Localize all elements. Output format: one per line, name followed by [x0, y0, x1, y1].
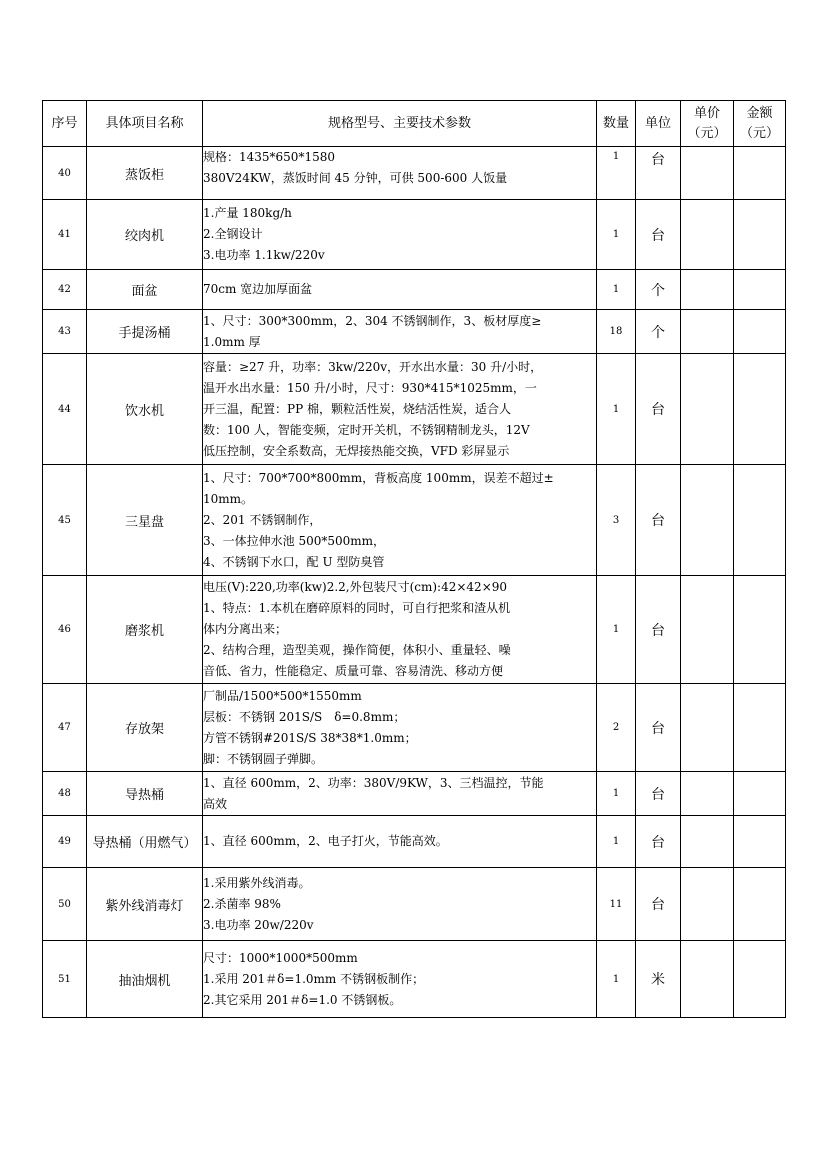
- spec-line: 1.采用紫外线消毒。: [203, 875, 311, 890]
- row-amount: [734, 147, 786, 200]
- spec-line: 1、特点：1.本机在磨碎原料的同时，可自行把浆和渣从机: [203, 601, 511, 615]
- spec-line: 1.0mm 厚: [203, 334, 261, 349]
- row-unit-price: [681, 465, 734, 576]
- spec-line: 1.产量 180kg/h: [203, 206, 292, 220]
- row-spec: [203, 465, 597, 576]
- row-index: 45: [43, 465, 87, 576]
- row-quantity: 1: [597, 772, 636, 816]
- row-item-name: 紫外线消毒灯: [87, 868, 203, 941]
- spec-line: 2、结构合理，造型美观，操作简便，体积小、重量轻、噪: [203, 643, 511, 657]
- row-quantity: 1: [597, 270, 636, 310]
- spec-line: 温开水出水量：150 升/小时，尺寸：930*415*1025mm，一: [203, 380, 537, 395]
- row-unit-price: [681, 270, 734, 310]
- spec-line: 高效: [203, 796, 228, 811]
- row-unit-price: [681, 200, 734, 270]
- table-body: [43, 147, 786, 1018]
- spec-line: 1、尺寸：300*300mm，2、304 不锈钢制作，3、板材厚度≥: [203, 313, 542, 328]
- row-unit-price: [681, 576, 734, 684]
- row-unit-price: [681, 868, 734, 941]
- row-unit-price: [681, 684, 734, 772]
- row-spec: [203, 684, 597, 772]
- spec-line: 380V24KW，蒸饭时间 45 分钟，可供 500-600 人饭量: [203, 171, 508, 185]
- spec-line: 体内分离出来；: [203, 622, 288, 636]
- spec-line: 2.杀菌率 98%: [203, 896, 281, 911]
- row-unit-price: [681, 354, 734, 465]
- row-index: 42: [43, 270, 87, 310]
- table-row: [43, 772, 786, 816]
- row-amount: [734, 576, 786, 684]
- row-unit: 米: [636, 941, 681, 1018]
- spec-line: 10mm。: [203, 491, 254, 506]
- spec-line: 1、直径 600mm，2、电子打火，节能高效。: [203, 834, 448, 848]
- row-unit-price: [681, 310, 734, 354]
- header-price: [681, 101, 734, 147]
- spec-line: 1、尺寸：700*700*800mm，背板高度 100mm，误差不超过±: [203, 470, 554, 485]
- spec-line: 2.全钢设计: [203, 227, 263, 241]
- row-index: 51: [43, 941, 87, 1018]
- row-amount: [734, 684, 786, 772]
- table-row: [43, 270, 786, 310]
- row-amount: [734, 772, 786, 816]
- header-index: 序号: [43, 101, 87, 147]
- row-spec: [203, 772, 597, 816]
- row-amount: [734, 868, 786, 941]
- header-price-line1: 单价: [693, 105, 720, 121]
- row-quantity: 1: [597, 576, 636, 684]
- table-row: [43, 576, 786, 684]
- row-quantity: 11: [597, 868, 636, 941]
- spec-line: 容量：≥27 升，功率：3kw/220v，开水出水量：30 升/小时，: [203, 359, 543, 374]
- row-item-name: 抽油烟机: [87, 941, 203, 1018]
- row-index: 40: [43, 147, 87, 200]
- spec-line: 音低、省力，性能稳定、质量可靠、容易清洗、移动方便: [203, 664, 504, 678]
- header-amount-line1: 金额: [746, 105, 773, 121]
- row-index: 44: [43, 354, 87, 465]
- header-row: [43, 101, 786, 147]
- row-spec: [203, 310, 597, 354]
- row-item-name: 绞肉机: [87, 200, 203, 270]
- row-item-name: 蒸饭柜: [87, 147, 203, 200]
- spec-line: 70cm 宽边加厚面盆: [203, 282, 313, 296]
- row-unit: 个: [636, 310, 681, 354]
- row-index: 46: [43, 576, 87, 684]
- table-row: [43, 684, 786, 772]
- row-spec: [203, 354, 597, 465]
- table-row: [43, 310, 786, 354]
- row-unit-price: [681, 941, 734, 1018]
- row-unit-price: [681, 816, 734, 868]
- row-index: 50: [43, 868, 87, 941]
- spec-line: 厂制品/1500*500*1550mm: [203, 688, 362, 703]
- row-unit: 台: [636, 576, 681, 684]
- row-index: 49: [43, 816, 87, 868]
- spec-line: 尺寸：1000*1000*500mm: [203, 950, 358, 965]
- row-amount: [734, 310, 786, 354]
- spec-line: 电压(V):220,功率(kw)2.2,外包装尺寸(cm):42×42×90: [203, 580, 508, 594]
- row-unit: 台: [636, 200, 681, 270]
- row-index: 48: [43, 772, 87, 816]
- row-spec: [203, 868, 597, 941]
- row-unit: 台: [636, 772, 681, 816]
- header-price-line2: （元）: [687, 125, 727, 141]
- row-unit: 个: [636, 270, 681, 310]
- row-unit: 台: [636, 816, 681, 868]
- row-quantity: 2: [597, 684, 636, 772]
- row-quantity: 3: [597, 465, 636, 576]
- row-spec: [203, 147, 597, 200]
- spec-line: 4、不锈钢下水口，配 U 型防臭管: [203, 554, 385, 569]
- row-unit: 台: [636, 354, 681, 465]
- row-amount: [734, 465, 786, 576]
- row-unit: 台: [636, 868, 681, 941]
- row-item-name: 导热桶（用燃气）: [87, 816, 203, 868]
- row-amount: [734, 941, 786, 1018]
- row-item-name: 手提汤桶: [87, 310, 203, 354]
- row-spec: [203, 941, 597, 1018]
- table-row: [43, 200, 786, 270]
- row-unit: 台: [636, 684, 681, 772]
- row-quantity: 1: [597, 354, 636, 465]
- row-item-name: 存放架: [87, 684, 203, 772]
- row-item-name: 三星盘: [87, 465, 203, 576]
- spec-line: 开三温，配置：PP 棉，颗粒活性炭，烧结活性炭，适合人: [203, 401, 511, 416]
- row-amount: [734, 200, 786, 270]
- header-name: 具体项目名称: [87, 101, 203, 147]
- header-unit: 单位: [636, 101, 681, 147]
- table-row: [43, 147, 786, 200]
- row-index: 43: [43, 310, 87, 354]
- row-unit: 台: [636, 147, 681, 200]
- table-row: [43, 354, 786, 465]
- row-index: 47: [43, 684, 87, 772]
- spec-line: 1、直径 600mm，2、功率：380V/9KW，3、三档温控，节能: [203, 775, 544, 790]
- spec-line: 3、一体拉伸水池 500*500mm，: [203, 533, 386, 548]
- row-quantity: 1: [597, 816, 636, 868]
- row-quantity: 1: [597, 941, 636, 1018]
- row-amount: [734, 270, 786, 310]
- spec-line: 脚：不锈钢圆子弹脚。: [203, 751, 324, 766]
- equipment-table: [42, 100, 786, 1018]
- table-row: [43, 941, 786, 1018]
- header-spec: 规格型号、主要技术参数: [203, 101, 597, 147]
- spec-line: 数：100 人，智能变频，定时开关机，不锈钢精制龙头，12V: [203, 422, 530, 437]
- spec-line: 3.电功率 1.1kw/220v: [203, 248, 325, 262]
- row-item-name: 磨浆机: [87, 576, 203, 684]
- row-quantity: 1: [597, 200, 636, 270]
- row-spec: [203, 576, 597, 684]
- row-unit-price: [681, 147, 734, 200]
- row-spec: [203, 816, 597, 868]
- row-item-name: 导热桶: [87, 772, 203, 816]
- spec-line: 规格：1435*650*1580: [203, 150, 335, 164]
- spec-line: 2.其它采用 201＃δ=1.0 不锈钢板。: [203, 992, 402, 1007]
- row-spec: [203, 200, 597, 270]
- table-row: [43, 816, 786, 868]
- spec-line: 层板：不锈钢 201S/S δ=0.8mm；: [203, 709, 406, 724]
- row-unit: 台: [636, 465, 681, 576]
- row-spec: [203, 270, 597, 310]
- row-unit-price: [681, 772, 734, 816]
- table-row: [43, 465, 786, 576]
- row-quantity: 1: [597, 147, 636, 200]
- row-index: 41: [43, 200, 87, 270]
- row-quantity: 18: [597, 310, 636, 354]
- header-amount: [734, 101, 786, 147]
- row-item-name: 饮水机: [87, 354, 203, 465]
- row-amount: [734, 354, 786, 465]
- spec-line: 方管不锈钢#201S/S 38*38*1.0mm；: [203, 730, 417, 745]
- spec-line: 低压控制，安全系数高，无焊接热能交换，VFD 彩屏显示: [203, 443, 510, 458]
- spec-line: 2、201 不锈钢制作，: [203, 512, 322, 527]
- spec-line: 1.采用 201＃δ=1.0mm 不锈钢板制作；: [203, 971, 425, 986]
- header-qty: 数量: [597, 101, 636, 147]
- row-item-name: 面盆: [87, 270, 203, 310]
- header-amount-line2: （元）: [739, 125, 779, 141]
- row-amount: [734, 816, 786, 868]
- table-row: [43, 868, 786, 941]
- spec-line: 3.电功率 20w/220v: [203, 917, 314, 932]
